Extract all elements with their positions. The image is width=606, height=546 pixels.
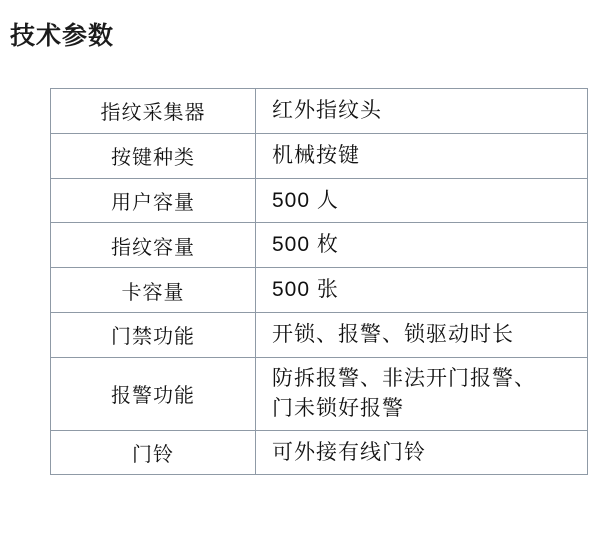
spec-value xyxy=(256,133,588,178)
table-row xyxy=(51,89,588,134)
spec-value xyxy=(256,430,588,475)
spec-value xyxy=(256,178,588,223)
spec-label: 报警功能 xyxy=(51,357,256,430)
spec-value-line: 门未锁好报警 xyxy=(272,396,404,420)
spec-label: 卡容量 xyxy=(51,268,256,313)
spec-value-line: 防拆报警、非法开门报警、 xyxy=(272,366,536,390)
spec-value-line: 红外指纹头 xyxy=(272,99,382,122)
spec-label: 门铃 xyxy=(51,430,256,475)
spec-value-line: 500 张 xyxy=(272,278,339,302)
spec-value-line: 可外接有线门铃 xyxy=(272,440,426,464)
spec-label: 用户容量 xyxy=(51,178,256,223)
spec-label: 指纹采集器 xyxy=(51,89,256,134)
table-row xyxy=(51,430,588,475)
spec-value xyxy=(256,268,588,313)
spec-value xyxy=(256,223,588,268)
spec-label: 指纹容量 xyxy=(51,223,256,268)
table-row xyxy=(51,223,588,268)
page-title: 技术参数 xyxy=(10,22,115,50)
specifications-table xyxy=(50,88,588,475)
spec-value xyxy=(256,313,588,358)
table-row xyxy=(51,357,588,430)
spec-value-line: 500 人 xyxy=(272,188,339,212)
table-body xyxy=(51,89,588,475)
spec-value-line: 机械按键 xyxy=(272,143,360,167)
spec-label: 门禁功能 xyxy=(51,313,256,358)
spec-label: 按键种类 xyxy=(51,133,256,178)
spec-value-line: 开锁、报警、锁驱动时长 xyxy=(272,323,514,347)
spec-value xyxy=(256,89,588,134)
table-row xyxy=(51,133,588,178)
table-row xyxy=(51,313,588,358)
table-row xyxy=(51,268,588,313)
spec-value-line: 500 枚 xyxy=(272,233,339,257)
table-row xyxy=(51,178,588,223)
spec-value xyxy=(256,357,588,430)
